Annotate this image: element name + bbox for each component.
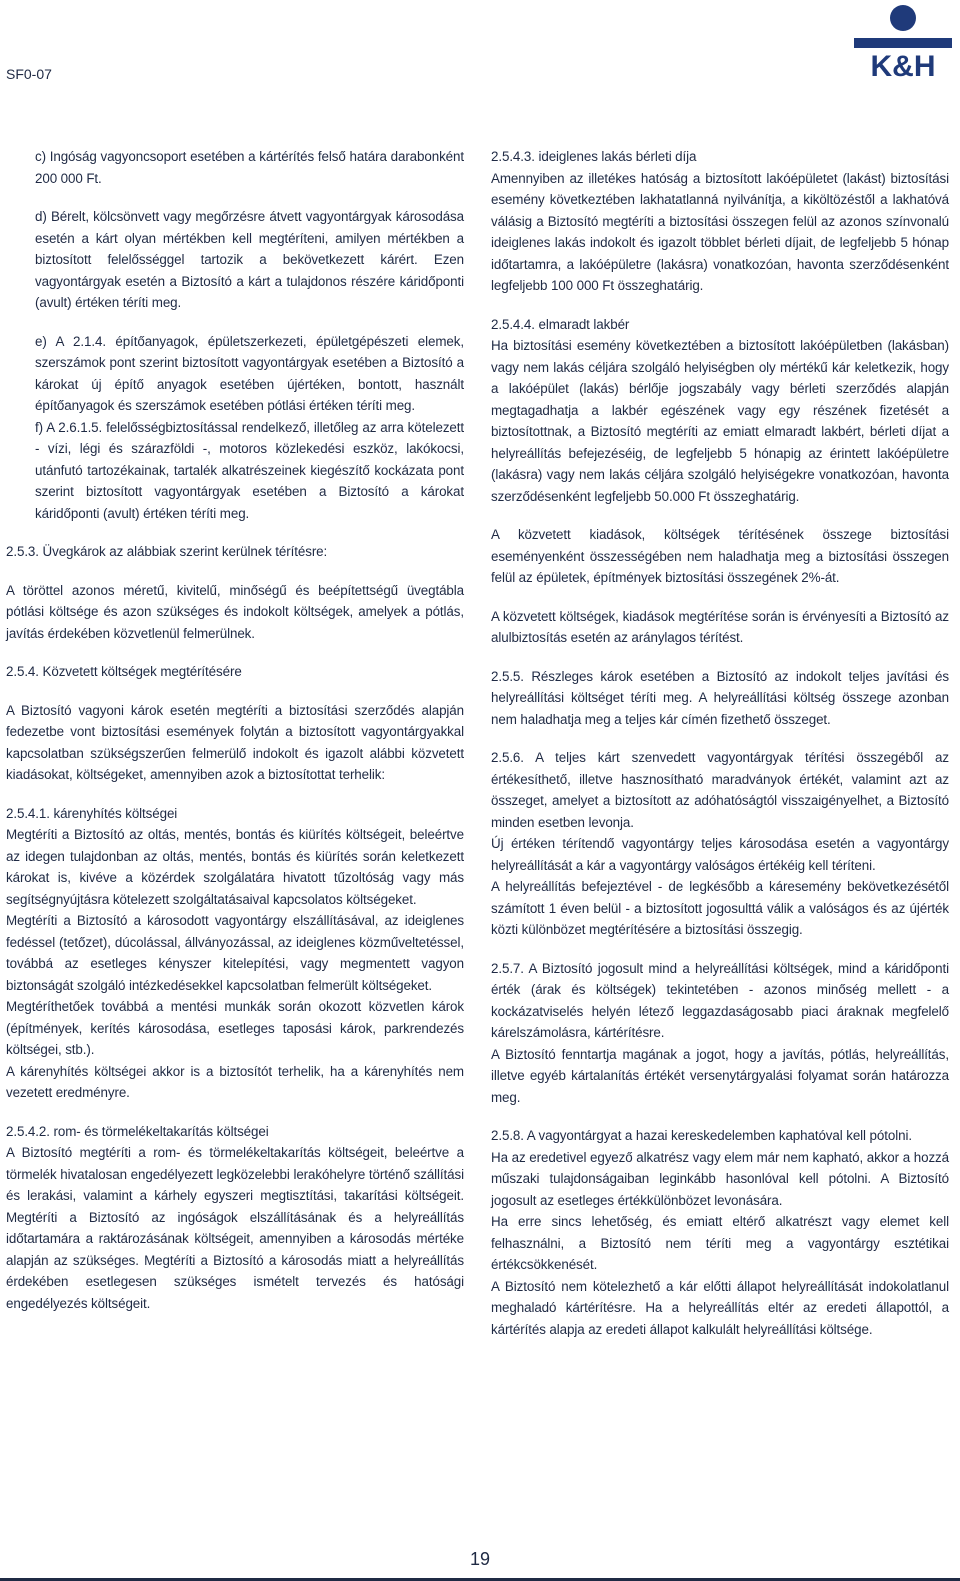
document-code: SF0-07 [6,66,52,82]
paragraph-2542a: A Biztosító megtéríti a rom- és törmelékeltakarítás költségeit, beleértve a törmelék hivatalosan engedélyezett legközelebbi lerakóhelyre történő szállítási és lerakási, valamint a kárhely egyszeri megtisztítási, takarítási költségeit. Megtéríti a Biztosító az ingóságok elszállításának és a helyreállítás időtartamára a raktározásának költségeit, amennyiben a károsodás mértéke alapján az szükséges. Megtéríti a Biztosító a károsodás miatt a helyreállítás érdekében esetlegesen szükséges ismételt tervezés és hatósági engedélyezés költségeit. [6,1145,464,1311]
paragraph-253b: A töröttel azonos méretű, kivitelű, minőségű és beépítettségű üvegtábla pótlási költsége és azon szükséges és indokolt költségek, amelyek a pótlás, javítás érdekében közvetlenül felmerülnek. [6,582,464,641]
paragraph-f: f) A 2.6.1.5. felelősségbiztosítással rendelkező, illetőleg az arra kötelezett - vízi, légi és szárazföldi -, motoros közlekedési eszköz, lakókocsi, utánfutó tartozékainak, tartalék alkatrészeinek kiegészítő kockázata pont szerint biztosított vagyontárgyak esetében a Biztosító a károkat káridőponti (avult) értéken téríti meg. [35,419,464,521]
paragraph-kozv1: A közvetett kiadások, költségek térítésének összege biztosítási eseményenként összességében nem haladhatja meg a biztosítási összegen felül az épületek, építmények biztosítási összegének 2%-át. [491,527,949,585]
paragraph-2541b: Megtéríti a Biztosító a károsodott vagyontárgy elszállításával, az ideiglenes fedéssel (tetőzet), dúcolással, állványozással, az ideiglenes közműveltetéssel, továbbá az esetleges kényszer kitelepítési, vagy megmentett vagyon biztonságát szolgáló intézkedésekkel kapcsolatban felmerült költségeket. [6,913,464,993]
page-number: 19 [469,1549,491,1569]
paragraph-2541c: Megtéríthetőek továbbá a mentési munkák során okozott közvetlen károk (építmények, kerítés károsodása, esetleges taposási károk, parkrendezés költségei, stb.). [6,999,464,1057]
logo-wordmark: K&H [870,50,936,80]
paragraph-256: 2.5.6. A teljes kárt szenvedett vagyontárgyak térítési összegéből az értékesíthető, illetve hasznosítható maradványok értékét, valamint azt az összeget, amelyet a biztosított az adóhatóságtól visszaigényelhet, a Biztosító minden esetben levonja. [491,750,949,830]
paragraph-258b: Ha az eredetivel egyező alkatrész vagy elem már nem kapható, akkor a hozzá műszaki tulajdonságaiban leginkább hasonlóval kell pótolni. A Biztosító jogosult az esetleges értékkülönbözet levonására. [491,1149,949,1208]
paragraph-257: 2.5.7. A Biztosító jogosult mind a helyreállítási költségek, mind a káridőponti érték (árak és költségek) tekintetében - azonos minőség mellett - a kockázatviselés helyén létező leggazdaságosabb piaci áraknak megfelelő kárelszámolásra, kártérítésre. [491,960,949,1040]
paragraph-256c: A helyreállítás befejeztével - de legkésőbb a káresemény bekövetkezésétől számított 1 éven belül - a biztosított jogosulttá válik a valóságos és az újérték közti különbözet megtérítésére a biztosítási összegig. [491,879,949,937]
paragraph-255: 2.5.5. Részleges károk esetében a Biztosító az indokolt teljes javítási és helyreállítási költséget téríti meg. A helyreállítási költség összege azonban nem haladhatja meg a teljes kár címén fizethető összeget. [491,668,949,727]
paragraph-254: 2.5.4. Közvetett költségek megtérítésére [6,664,242,679]
paragraph-2541h: 2.5.4.1. kárenyhítés költségei [6,805,178,821]
paragraph-2541a: Megtéríti a Biztosító az oltás, mentés, bontás és kiürítés költségeit, beleértve az idegen tulajdonban az oltás, mentés, bontás és kiürítés során keletkezett károkat is, kivéve a közérdek szolgálatára hivatott tűzoltóság vagy más segítségnyújtásra kötelezett szolgáltatásaival kapcsolatos költségeket. [6,827,464,907]
right-column [491,146,949,1340]
paragraph-2542h: 2.5.4.2. rom- és törmelékeltakarítás költségei [6,1123,269,1139]
paragraph-d: d) Bérelt, kölcsönvett vagy megőrzésre átvett vagyontárgyak károsodása esetén a kárt olyan mértékben kell megtéríteni, amilyen mértékben a biztosított felelősséggel tartozik a bekövetkezett kárért. Ezen vagyontárgyak esetén a Biztosító a kárt a tulajdonos részére káridőponti (avult) értéken téríti meg. [35,209,464,310]
paragraph-258: 2.5.8. A vagyontárgyat a hazai kereskedelemben kaphatóval kell pótolni. [491,1128,912,1143]
paragraph-2544a: Ha biztosítási esemény következtében a biztosított lakóépületben (lakásban) vagy nem lakás céljára szolgáló helyiségben oly mértékű kár keletkezik, hogy a lakóépület (lakás) bérlője jogszabály vagy bérleti szerződés alapján megtagadhatja a lakbér egészének vagy egy részének fizetését a biztosítottnak, a Biztosító megtéríti az emiatt elmaradt lakbért, bérleti díjat a helyreállítás befejezéséig, de legfeljebb 5 hónapig az érintett lakóépületre (lakásra) vagy nem lakás céljára szolgáló helyiségekre vonatkozóan, havonta szerződésenként legfeljebb 50.000 Ft összeghatárig. [491,338,949,504]
paragraph-2544h: 2.5.4.4. elmaradt lakbér [491,316,630,332]
paragraph-2541d: A kárenyhítés költségei akkor is a biztosítót terhelik, ha a kárenyhítés nem vezetett eredményre. [6,1063,464,1100]
paragraph-c: c) Ingóság vagyoncsoport esetében a kártérítés felső határa darabonként 200 000 Ft. [35,149,464,186]
paragraph-254b: A Biztosító vagyoni károk esetén megtéríti a biztosítási szerződés alapján fedezetbe vont biztosítási események folytán a biztosított vagyontárgyakkal kapcsolatban szükségszerűen felmerülő indokolt és igazolt alábbi közvetett kiadásokat, költségeket, amennyiben azok a biztosítottat terhelik: [6,702,464,782]
kh-logo-icon [852,2,954,80]
kh-logo [852,2,954,80]
paragraph-257b: A Biztosító fenntartja magának a jogot, hogy a javítás, pótlás, helyreállítás, illetve egyéb kártalanítás értékét versenytárgyalási folyamat során határozza meg. [491,1046,949,1105]
paragraph-kozv2: A közvetett költségek, kiadások megtérítése során is érvényesíti a Biztosító az alulbiztosítás esetén az aránylagos térítést. [491,608,949,645]
paragraph-256b: Új értéken térítendő vagyontárgy teljes károsodása esetén a vagyontárgy helyreállítását a kár a vagyontárgy valóságos értékéig kell téríteni. [491,836,949,873]
paragraph-258d: A Biztosító nem kötelezhető a kár előtti állapot helyreállítását indokolatlanul meghaladó kártérítésre. Ha a helyreállítás eltér az eredeti állapottól, a kártérítés alapja az eredeti állapot kalkulált helyreállítási költsége. [491,1278,949,1337]
paragraph-2543a: Amennyiben az illetékes hatóság a biztosított lakóépületet (lakást) biztosítási esemény következtében lakhatatlanná nyilvánítja, a kiköltözéstől a lakhatóvá válásig a Biztosító megtéríti a biztosítási összegen felül az azonos színvonalú ideiglenes lakás indokolt és igazolt többlet bérleti díjait, de legfeljebb 5 hónap időtartamra, a lakóépületre (lakásra) vonatkozóan, havonta szerződésenként legfeljebb 100 000 Ft összeghatárig. [491,170,949,293]
paragraph-2543h: 2.5.4.3. ideiglenes lakás bérleti díja [491,149,697,164]
paragraph-e: e) A 2.1.4. építőanyagok, épületszerkezeti, épületgépészeti elemek, szerszámok pont szerint biztosított vagyontárgyak esetében a Biztosító a károkat új építő anyagok esetében újértéken, bontott, használt építőanyagok és szerszámok esetében pótlási értéken téríti meg. [35,333,464,413]
left-column [6,146,464,1331]
paragraph-253: 2.5.3. Üvegkárok az alábbiak szerint kerülnek térítésre: [6,544,328,559]
paragraph-258c: Ha erre sincs lehetőség, és emiatt eltérő alkatrészt vagy elemet kell felhasználni, a Biztosító nem téríti meg a vagyontárgy esztétikai értékcsökkenését. [491,1214,949,1272]
